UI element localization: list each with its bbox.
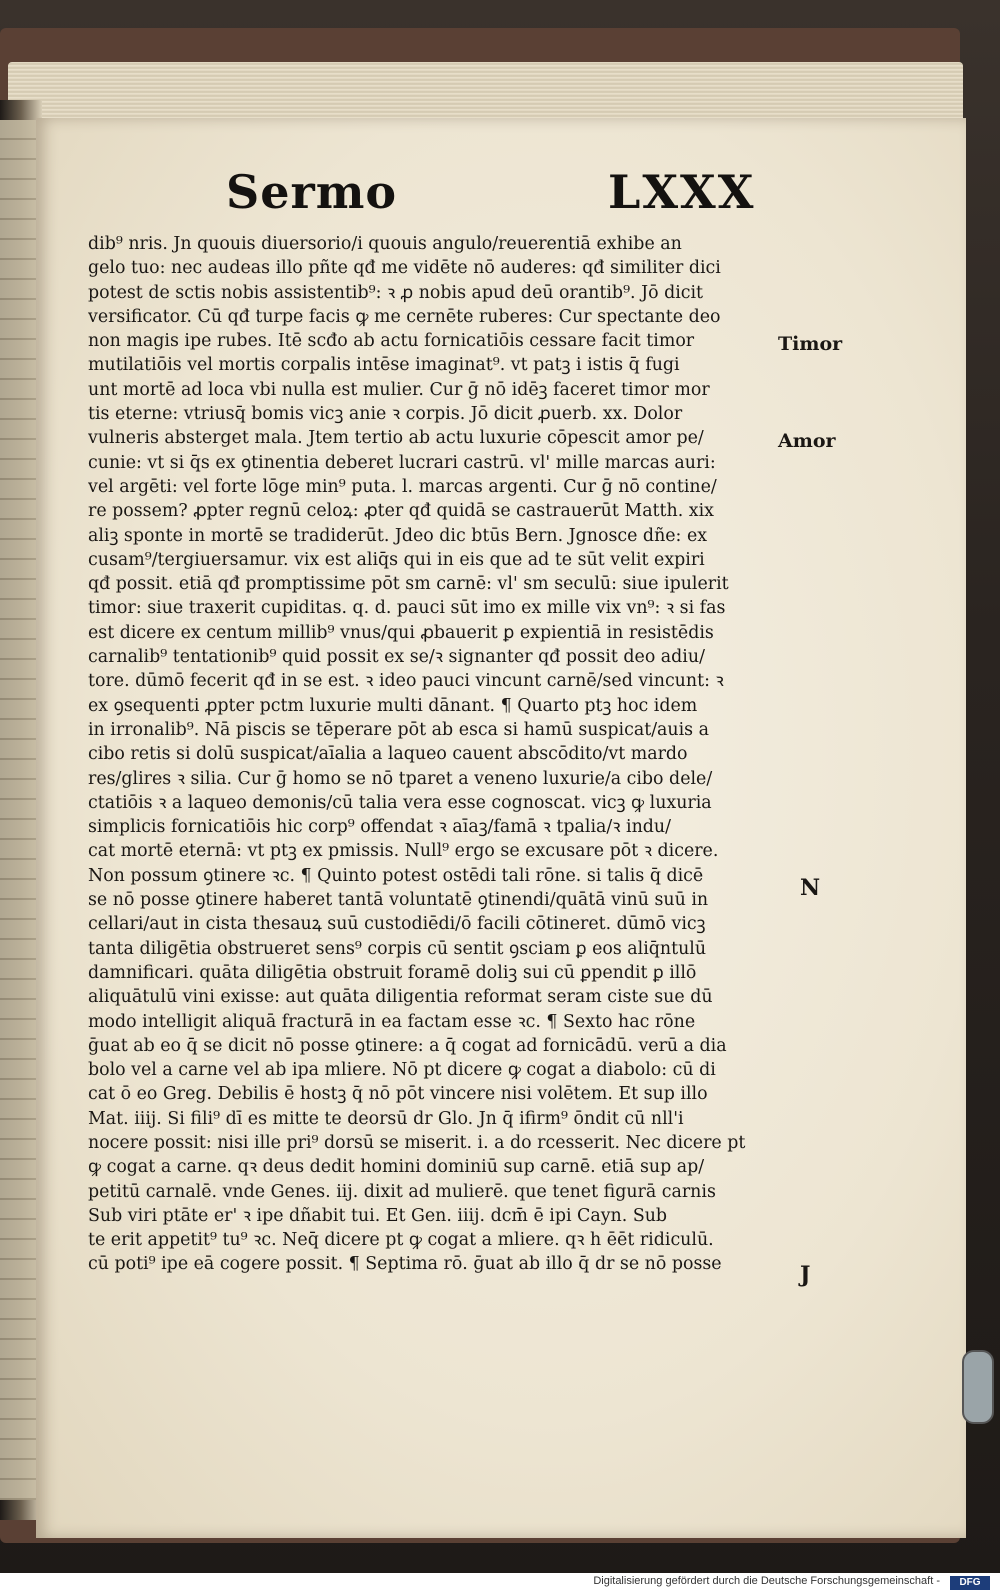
text-line: nocere possit: nisi ille pri⁹ dorsū se miserit. i. a do rcesserit. Nec dicere pt: [88, 1132, 746, 1153]
text-line: ḡuat ab eo q̄ se dicit nō posse ꝯtinere: a q̄ cogat ad fornicādū. verū a dia: [88, 1035, 727, 1056]
text-line: res/glires ꝛ silia. Cur ḡ homo se nō tparet a veneno luxurie/a cibo dele/: [88, 768, 713, 789]
text-line: mutilatiōis vel mortis corpalis intēse imaginat⁹. vt patꝫ i istis q̄ fugi: [88, 355, 680, 376]
text-line: damnificari. quāta diligētia obstruit foramē doliꝫ sui cū ꝑpendit ꝑ illō: [88, 962, 697, 983]
text-line: non magis ipe rubes. Itē scđo ab actu fornicatiōis cessare facit timor: [88, 331, 695, 352]
text-line: vulneris absterget mala. Jtem tertio ab actu luxurie cōpescit amor pe/: [88, 428, 704, 449]
text-line: unt mortē ad loca vbi nulla est mulier. Cur ḡ nō idēꝫ faceret timor mor: [88, 379, 710, 400]
text-line: re possem? ꝓpter regnū celoꝝ: ꝓter qđ quidā se castrauerūt Matth. xix: [88, 501, 714, 522]
text-line: Mat. iiij. Si fili⁹ dī es mitte te deorsū dr Glo. Jn q̄ ifirm⁹ ōndit cū nll'i: [88, 1108, 684, 1129]
text-line: se nō posse ꝯtinere haberet tantā voluntatē ꝯtinendi/quātā vinū suū in: [88, 890, 709, 911]
text-line: dib⁹ nris. Jn quouis diuersorio/i quouis angulo/reuerentiā exhibe an: [88, 234, 682, 254]
text-line: carnalib⁹ tentationib⁹ quid possit ex se/ꝛ signanter qđ possit deo adiu/: [88, 647, 705, 668]
text-line: Non possum ꝯtinere ꝛc. ¶ Quinto potest ostēdi tali rōne. si talis q̄ dicē: [88, 865, 704, 886]
text-line: cū poti⁹ ipe eā cogere possit. ¶ Septima rō. ḡuat ab illo q̄ dr se nō posse: [88, 1254, 722, 1275]
text-line: versificator. Cū qđ turpe facis ꝙ me cernēte ruberes: Cur spectante deo: [88, 306, 721, 327]
text-line: petitū carnalē. vnde Genes. iij. dixit ad mulierē. que tenet figurā carnis: [88, 1181, 716, 1202]
margin-note-j: J: [800, 1262, 811, 1288]
text-line: ex ꝯsequenti ꝓpter pctm luxurie multi dānant. ¶ Quarto ptꝫ hoc idem: [88, 695, 698, 716]
text-line: ꝙ cogat a carne. qꝛ deus dedit homini dominiū sup carnē. etiā sup ap/: [88, 1157, 705, 1178]
text-line: timor: siue traxerit cupiditas. q. d. pauci sūt imo ex mille vix vn⁹: ꝛ si fas: [88, 598, 726, 619]
text-line: cellari/aut in cista thesauꝝ suū custodiēdi/ō facili cōtineret. dūmō vicꝫ: [88, 914, 706, 935]
text-line: cunie: vt si q̄s ex ꝯtinentia deberet lucrari castrū. vl' mille marcas auri:: [88, 452, 716, 473]
text-line: tis eterne: vtriusq̄ bomis vicꝫ anie ꝛ corpis. Jō dicit ꝓuerb. xx. Dolor: [88, 404, 683, 425]
text-line: aliꝫ sponte in mortē se tradiderūt. Jdeo dic btūs Bern. Jgnosce dñe: ex: [88, 525, 708, 546]
text-line: qđ possit. etiā qđ promptissime pōt sm carnē: vl' sm seculū: siue ipulerit: [88, 574, 729, 595]
text-line: tore. dūmō fecerit qđ in se est. ꝛ ideo pauci vincunt carnē/sed vincunt: ꝛ: [88, 671, 724, 692]
text-line: vel argēti: vel forte lōge min⁹ puta. l. marcas argenti. Cur ḡ nō contine/: [88, 476, 717, 497]
text-line: in irronalib⁹. Nā piscis se tēperare pōt ab esca si hamū suspicat/auis a: [88, 719, 710, 740]
margin-note-timor: Timor: [778, 333, 843, 355]
page-clip: [962, 1350, 994, 1424]
dfg-logo: DFG: [950, 1576, 990, 1590]
footer-credit: Digitalisierung gefördert durch die Deutsche Forschungsgemeinschaft -: [593, 1575, 940, 1587]
text-line: tanta diligētia obstrueret sens⁹ corpis cū sentit ꝯsciam ꝑ eos aliq̄ntulū: [88, 938, 707, 959]
text-line: cibo retis si dolū suspicat/aīalia a laqueo cauent abscōdito/vt mardo: [88, 744, 688, 765]
footer-bar: [0, 1573, 1000, 1593]
margin-note-amor: Amor: [778, 430, 836, 452]
text-line: te erit appetit⁹ tu⁹ ꝛc. Neq̄ dicere pt ꝙ cogat a mliere. qꝛ h ēēt ridiculū.: [88, 1230, 714, 1251]
text-line: gelo tuo: nec audeas illo pñte qđ me vidēte nō auderes: qđ similiter dici: [88, 258, 721, 279]
text-line: cusam⁹/tergiuersamur. vix est aliq̄s qui in eis que ad te sūt velit expiri: [88, 549, 705, 570]
main-text-block: [88, 232, 778, 1277]
text-line: est dicere ex centum millib⁹ vnus/qui ꝓbauerit ꝑ expientiā in resistēdis: [88, 622, 714, 643]
text-line: bolo vel a carne vel ab ipa mliere. Nō pt dicere ꝙ cogat a diabolo: cū di: [88, 1060, 716, 1081]
text-line: ctatiōis ꝛ a laqueo demonis/cū talia vera esse cognoscat. vicꝫ ꝙ luxuria: [88, 792, 712, 813]
running-head-title: Sermo: [226, 165, 398, 219]
text-line: Sub viri ptāte er' ꝛ ipe dñabit tui. Et Gen. iiij. dcm̄ ē ipi Cayn. Sub: [88, 1205, 668, 1226]
text-line: simplicis fornicatiōis hic corp⁹ offendat ꝛ aīaꝫ/famā ꝛ tpalia/ꝛ indu/: [88, 817, 671, 838]
folio-number: LXXX: [608, 165, 756, 219]
margin-note-n: N: [800, 875, 821, 901]
facing-page-fragment: [0, 120, 36, 1500]
text-line: modo intelligit aliquā fracturā in ea factam esse ꝛc. ¶ Sexto hac rōne: [88, 1011, 696, 1032]
text-line: aliquātulū vini exisse: aut quāta diligentia reformat seram ciste sue dū: [88, 987, 713, 1008]
text-line: potest de sctis nobis assistentib⁹: ꝛ ꝓ nobis apud deū orantib⁹. Jō dicit: [88, 282, 704, 303]
text-line: cat mortē eternā: vt ptꝫ ex pmissis. Null⁹ ergo se excusare pōt ꝛ dicere.: [88, 841, 719, 862]
text-line: cat ō eo Greg. Debilis ē hostꝫ q̄ nō pōt vincere nisi volētem. Et sup illo: [88, 1084, 708, 1105]
